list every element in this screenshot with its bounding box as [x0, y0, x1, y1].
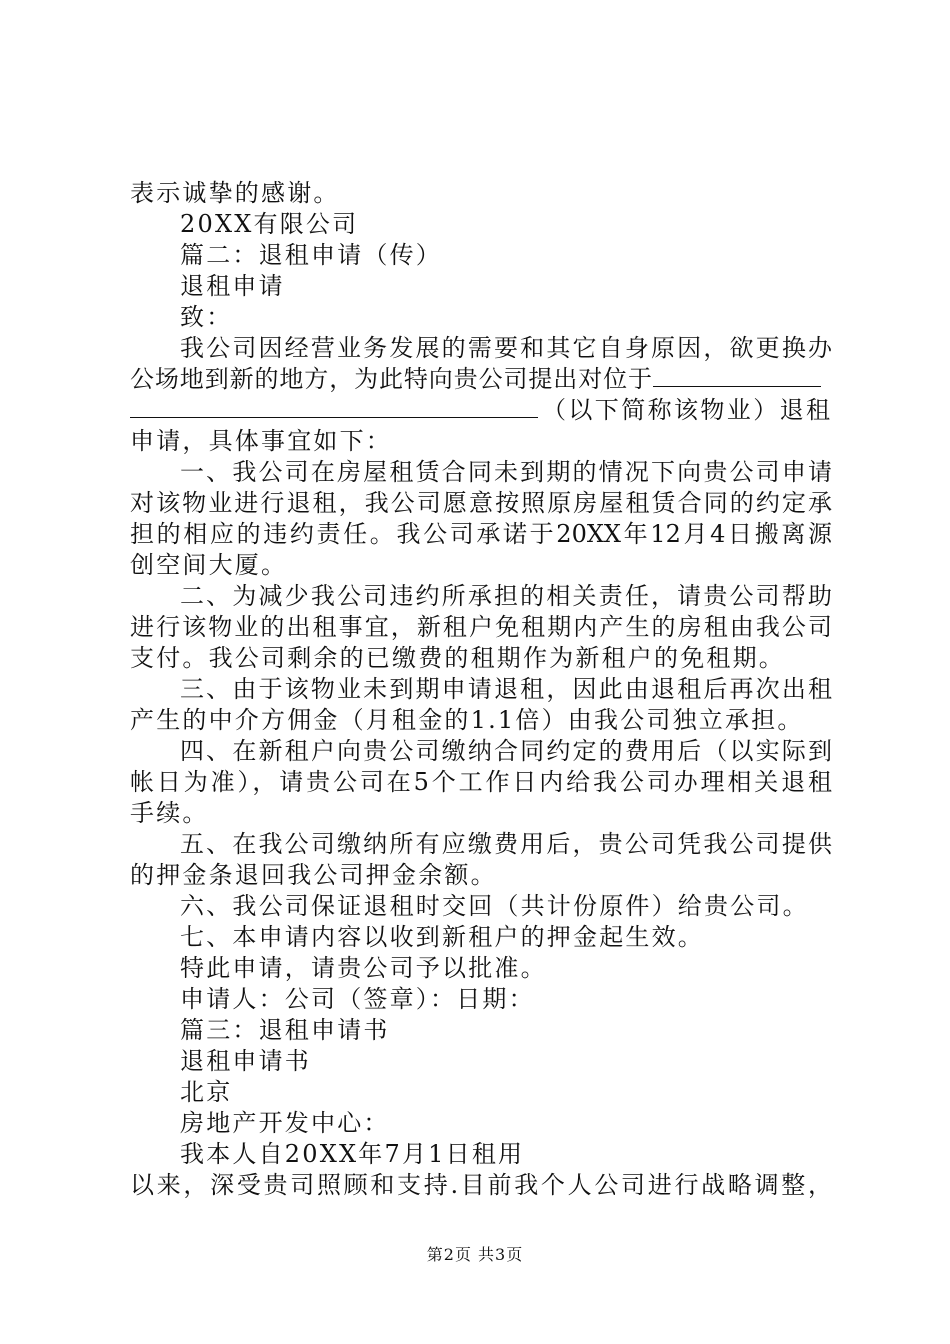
- section-heading: 篇三：退租申请书: [180, 1016, 390, 1044]
- text-line: 我本人自20XX年7月1日租用: [180, 1140, 525, 1168]
- text-line: 七、本申请内容以收到新租户的押金起生效。: [180, 923, 704, 951]
- section-heading: 篇二：退租申请（传）: [180, 241, 442, 269]
- fill-in-blank: [130, 395, 538, 418]
- text-line: 手续。: [130, 799, 209, 827]
- text-line: 北京: [180, 1078, 233, 1106]
- text-line: 对该物业进行退租，我公司愿意按照原房屋租赁合同的约定承: [130, 489, 832, 517]
- text-line: 三、由于该物业未到期申请退租，因此由退租后再次出租: [180, 675, 832, 703]
- addressee-line: 致：: [180, 303, 233, 331]
- text-line: 表示诚挚的感谢。: [130, 179, 340, 207]
- text-line: 五、在我公司缴纳所有应缴费用后，贵公司凭我公司提供: [180, 830, 832, 858]
- text-line-with-blank: [130, 364, 821, 394]
- text-line: 二、为减少我公司违约所承担的相关责任，请贵公司帮助: [180, 582, 832, 610]
- document-title: 退租申请书: [180, 1047, 311, 1075]
- signature-line: 申请人：公司（签章）：日期：: [180, 985, 535, 1013]
- text-line: 支付。我公司剩余的已缴费的租期作为新租户的免租期。: [130, 644, 785, 672]
- text-line: 进行该物业的出租事宜，新租户免租期内产生的房租由我公司: [130, 613, 832, 641]
- document-title: 退租申请: [180, 272, 285, 300]
- text-line: 一、我公司在房屋租赁合同未到期的情况下向贵公司申请: [180, 458, 832, 486]
- text-line: 帐日为准），请贵公司在5个工作日内给我公司办理相关退租: [130, 768, 832, 796]
- text-line: 以来，深受贵司照顾和支持.目前我个人公司进行战略调整，: [130, 1171, 832, 1199]
- text-segment: （以下简称该物业）退租: [542, 396, 833, 424]
- addressee-line: 房地产开发中心：: [180, 1109, 390, 1137]
- page-footer: 第2页 共3页: [426, 1245, 524, 1264]
- text-line: 特此申请，请贵公司予以批准。: [180, 954, 547, 982]
- text-line: 创空间大厦。: [130, 551, 288, 579]
- text-line: 六、我公司保证退租时交回（共计份原件）给贵公司。: [180, 892, 809, 920]
- company-name: 20XX有限公司: [180, 210, 359, 238]
- text-line: 四、在新租户向贵公司缴纳合同约定的费用后（以实际到: [180, 737, 832, 765]
- text-line: 申请，具体事宜如下：: [130, 427, 392, 455]
- text-line: 的押金条退回我公司押金余额。: [130, 861, 497, 889]
- text-line: 产生的中介方佣金（月租金的1.1倍）由我公司独立承担。: [130, 706, 804, 734]
- fill-in-blank: [653, 364, 821, 387]
- text-line: 我公司因经营业务发展的需要和其它自身原因，欲更换办: [180, 334, 832, 362]
- text-segment: 公场地到新的地方，为此特向贵公司提出对位于: [130, 365, 653, 393]
- text-line-with-blank: [130, 395, 832, 425]
- text-line: 担的相应的违约责任。我公司承诺于20XX年12月4日搬离源: [130, 520, 832, 548]
